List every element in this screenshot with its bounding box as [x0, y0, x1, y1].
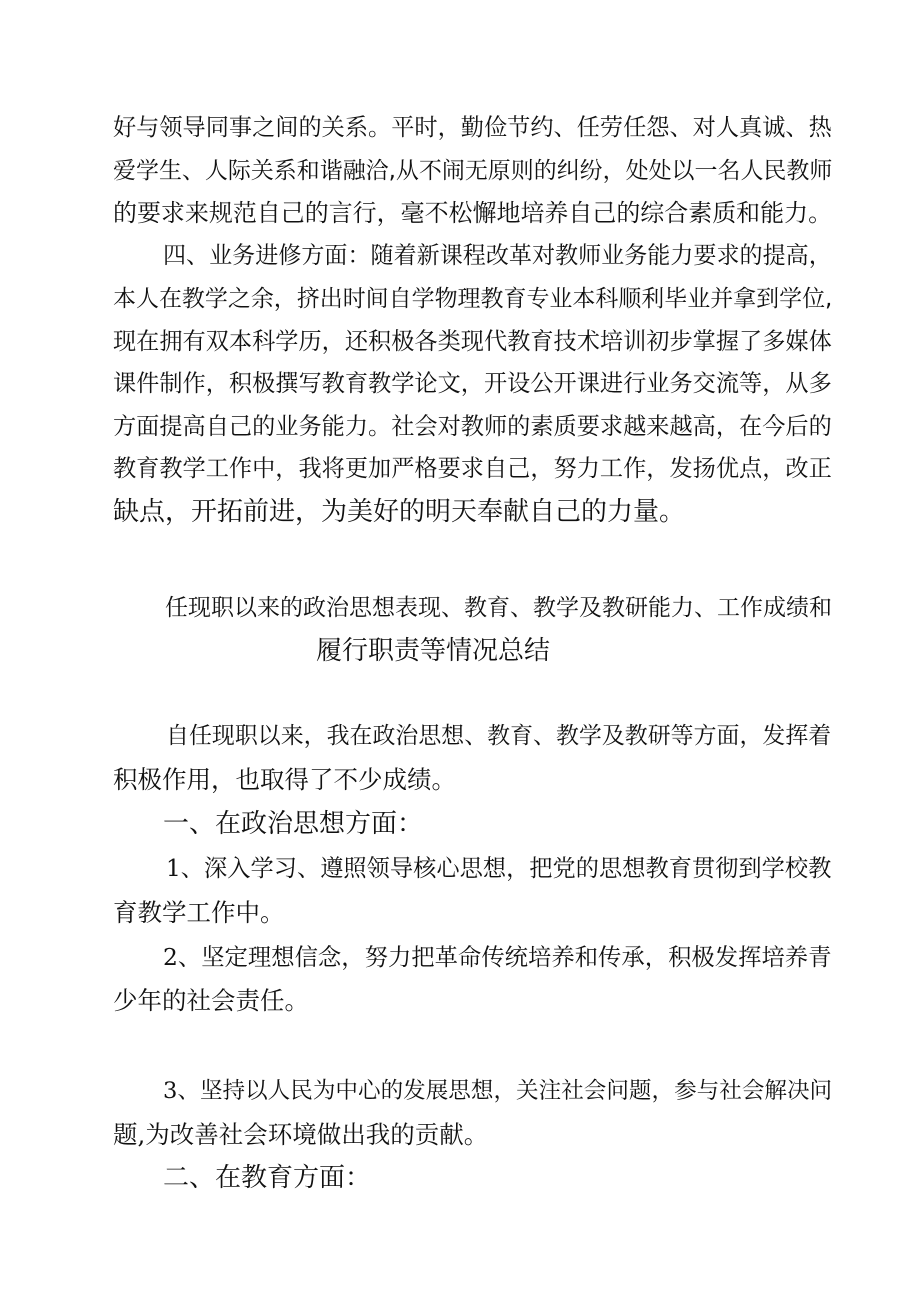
section-heading: 二、在教育方面：	[163, 1163, 372, 1193]
list-item-line: 1、深入学习、遵照领导核心思想，把党的思想教育贯彻到学校教	[166, 855, 832, 882]
intro-line: 积极作用，也取得了不少成绩。	[113, 765, 456, 794]
list-item-line: 2、坚定理想信念，努力把革命传统培养和传承，积极发挥培养青	[163, 943, 832, 971]
paragraph-line: 教育教学工作中，我将更加严格要求自己，努力工作，发扬优点，改正	[113, 455, 832, 482]
list-item-line: 题,为改善社会环境做出我的贡献。	[113, 1120, 489, 1149]
section-title-line: 任现职以来的政治思想表现、教育、教学及教研能力、工作成绩和	[165, 595, 832, 621]
section-heading: 一、在政治思想方面：	[163, 809, 424, 839]
paragraph-line: 四、业务进修方面：随着新课程改革对教师业务能力要求的提高，	[163, 243, 832, 269]
paragraph-line: 课件制作，积极撰写教育教学论文，开设公开课进行业务交流等，从多	[113, 370, 832, 397]
list-item-line: 少年的社会责任。	[113, 986, 309, 1015]
paragraph-line: 缺点，开拓前进，为美好的明天奉献自己的力量。	[113, 497, 686, 527]
paragraph-line: 好与领导同事之间的关系。平时，勤俭节约、任劳任怨、对人真诚、热	[113, 114, 832, 141]
section-title-line: 履行职责等情况总结	[316, 636, 551, 666]
paragraph-line: 爱学生、人际关系和谐融洽,从不闹无原则的纠纷，处处以一名人民教师	[113, 158, 833, 184]
paragraph-line: 的要求来规范自己的言行，毫不松懈地培养自己的综合素质和能力。	[113, 199, 833, 227]
paragraph-line: 方面提高自己的业务能力。社会对教师的素质要求越来越高，在今后的	[113, 413, 832, 440]
paragraph-line: 本人在教学之余，挤出时间自学物理教育专业本科顺利毕业并拿到学位,	[113, 286, 833, 312]
list-item-line: 3、坚持以人民为中心的发展思想，关注社会问题，参与社会解决问	[163, 1078, 833, 1104]
list-item-line: 育教学工作中。	[113, 898, 285, 927]
intro-line: 自任现职以来，我在政治思想、教育、教学及教研等方面，发挥着	[166, 723, 832, 749]
paragraph-line: 现在拥有双本科学历，还积极各类现代教育技术培训初步掌握了多媒体	[113, 328, 832, 355]
